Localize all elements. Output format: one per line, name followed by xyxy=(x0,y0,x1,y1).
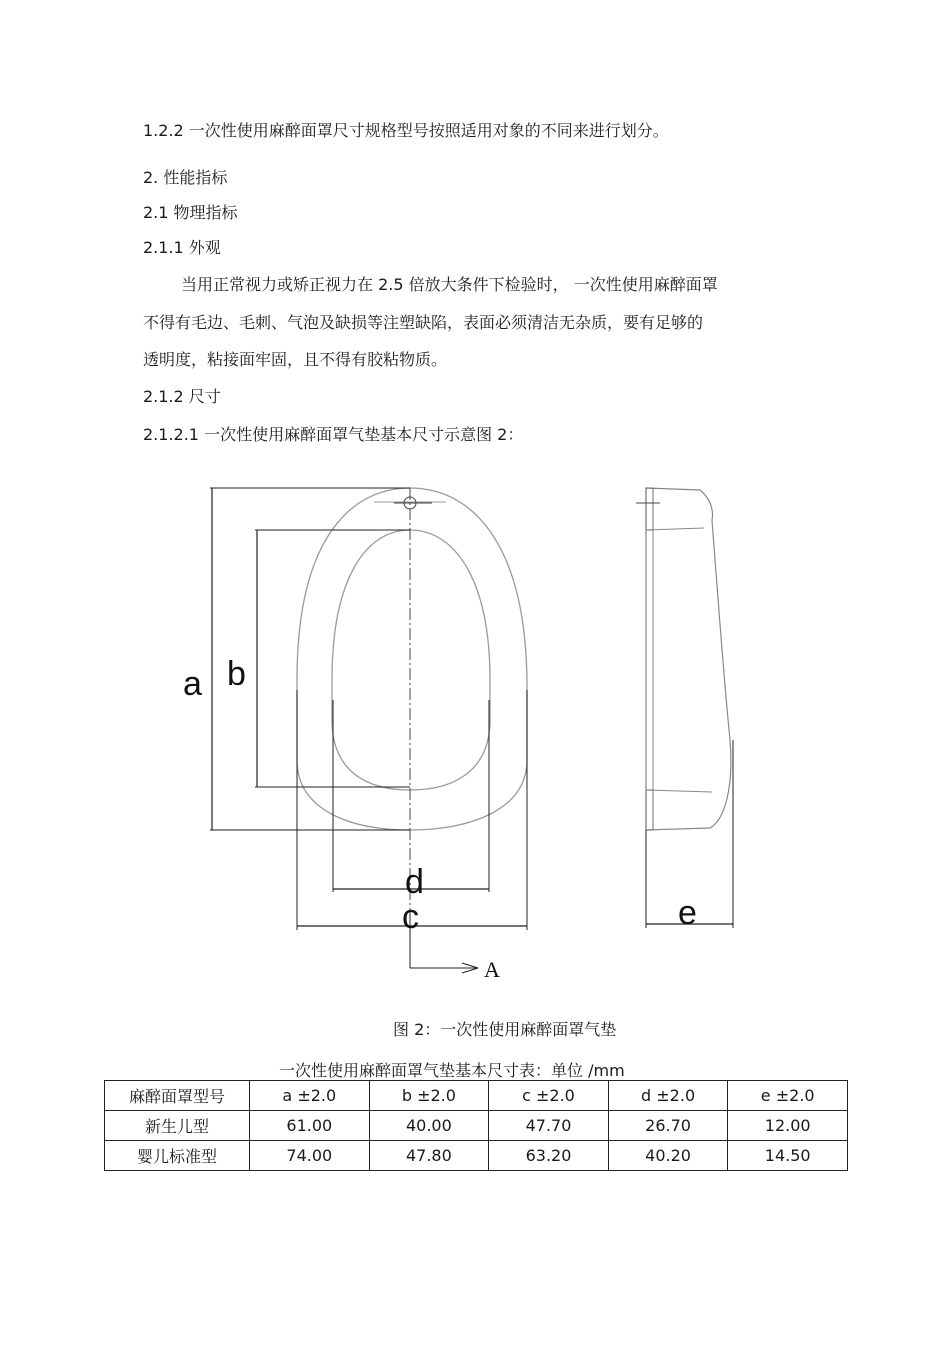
table-row xyxy=(105,1141,848,1171)
table-header-cell: b ±2.0 xyxy=(369,1081,489,1111)
side-hatch-bottom xyxy=(646,790,653,830)
side-view-outline xyxy=(646,488,731,830)
label-e: e xyxy=(678,894,697,932)
table-cell: 47.70 xyxy=(489,1111,609,1141)
label-d: d xyxy=(405,863,424,901)
table-cell: 26.70 xyxy=(608,1111,728,1141)
table-row xyxy=(105,1111,848,1141)
heading-2-1-1: 2.1.1 外观 xyxy=(143,238,221,257)
table-header-cell: a ±2.0 xyxy=(250,1081,370,1111)
table-header-cell: e ±2.0 xyxy=(728,1081,848,1111)
table-header-row xyxy=(105,1081,848,1111)
table-cell: 63.20 xyxy=(489,1141,609,1171)
table-cell: 新生儿型 xyxy=(105,1111,250,1141)
table-cell: 14.50 xyxy=(728,1141,848,1171)
label-a: a xyxy=(183,665,202,703)
table-cell: 61.00 xyxy=(250,1111,370,1141)
label-b: b xyxy=(227,655,246,693)
appearance-text-line-1: 当用正常视力或矫正视力在 2.5 倍放大条件下检验时， 一次性使用麻醉面罩 xyxy=(181,275,718,294)
table-header-cell: d ±2.0 xyxy=(608,1081,728,1111)
table-cell: 40.20 xyxy=(608,1141,728,1171)
table-header-cell: c ±2.0 xyxy=(489,1081,609,1111)
label-view-a: A xyxy=(484,957,500,982)
table-title: 一次性使用麻醉面罩气垫基本尺寸表：单位 /mm xyxy=(279,1061,625,1080)
appearance-text-line-3: 透明度，粘接面牢固，且不得有胶粘物质。 xyxy=(143,350,448,369)
heading-2-1: 2.1 物理指标 xyxy=(143,203,238,222)
figure-caption: 图 2：一次性使用麻醉面罩气垫 xyxy=(393,1020,617,1039)
table-header-cell: 麻醉面罩型号 xyxy=(105,1081,250,1111)
table-cell: 12.00 xyxy=(728,1111,848,1141)
side-hatch-top xyxy=(646,488,653,530)
table-cell: 74.00 xyxy=(250,1141,370,1171)
outer-contour xyxy=(297,488,527,830)
table-cell: 婴儿标准型 xyxy=(105,1141,250,1171)
section-1-2-2: 1.2.2 一次性使用麻醉面罩尺寸规格型号按照适用对象的不同来进行划分。 xyxy=(143,121,669,140)
label-c: c xyxy=(402,898,419,936)
dimension-table xyxy=(104,1080,848,1171)
inner-contour xyxy=(332,530,490,790)
table-cell: 40.00 xyxy=(369,1111,489,1141)
heading-2: 2. 性能指标 xyxy=(143,168,228,187)
heading-2-1-2-1: 2.1.2.1 一次性使用麻醉面罩气垫基本尺寸示意图 2： xyxy=(143,425,524,444)
table-cell: 47.80 xyxy=(369,1141,489,1171)
heading-2-1-2: 2.1.2 尺寸 xyxy=(143,387,221,406)
appearance-text-line-2: 不得有毛边、毛刺、气泡及缺损等注塑缺陷，表面必须清洁无杂质，要有足够的 xyxy=(143,313,704,332)
